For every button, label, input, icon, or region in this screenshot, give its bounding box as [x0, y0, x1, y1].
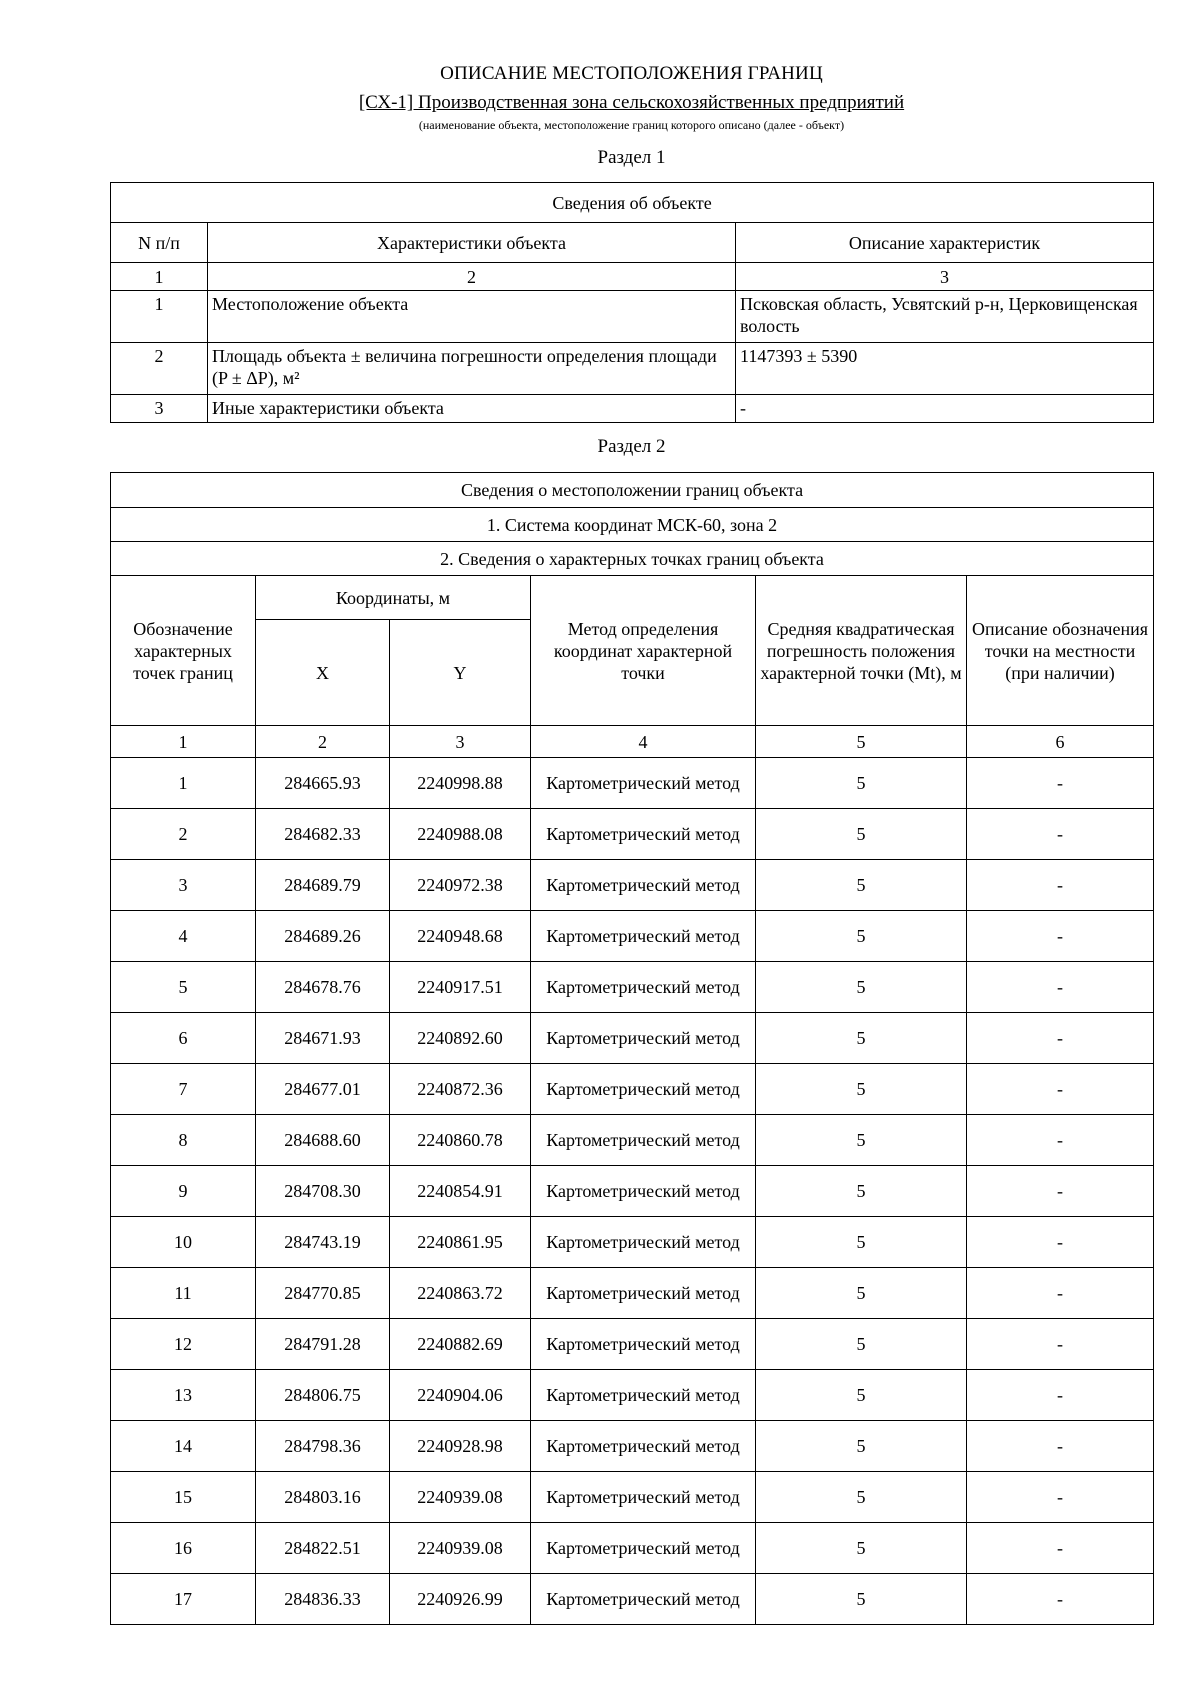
coordinate-system: 1. Система координат МСК-60, зона 2 — [111, 508, 1154, 542]
point-method — [531, 1166, 756, 1217]
object-name-text: [СХ-1] Производственная зона сельскохозяйственных предприятий — [358, 92, 905, 113]
point-number: 13 — [111, 1370, 256, 1421]
point-method-text: Картометрический метод — [546, 874, 740, 895]
point-x: 284682.33 — [256, 809, 390, 860]
point-x: 284677.01 — [256, 1064, 390, 1115]
point-mt: 5 — [756, 758, 967, 809]
point-x: 284770.85 — [256, 1268, 390, 1319]
point-method — [531, 1574, 756, 1625]
boundary-points-table — [110, 472, 1154, 1625]
point-y: 2240861.95 — [390, 1217, 531, 1268]
col-header-error: Средняя квадратическая погрешность положения характерной точки (Mt), м — [756, 576, 967, 726]
column-number-row — [111, 726, 1154, 758]
point-description: - — [967, 1166, 1154, 1217]
point-description: - — [967, 1319, 1154, 1370]
point-description: - — [967, 1523, 1154, 1574]
point-number: 16 — [111, 1523, 256, 1574]
point-mt: 5 — [756, 1421, 967, 1472]
point-y: 2240928.98 — [390, 1421, 531, 1472]
point-x: 284743.19 — [256, 1217, 390, 1268]
table-row — [111, 395, 1154, 423]
object-info-table-title: Сведения об объекте — [111, 183, 1154, 223]
section2-title: Раздел 2 — [597, 436, 666, 457]
column-number-row — [111, 263, 1154, 291]
table-row — [111, 1523, 1154, 1574]
point-description: - — [967, 1574, 1154, 1625]
points-title-row — [111, 542, 1154, 576]
point-mt: 5 — [756, 1574, 967, 1625]
point-description: - — [967, 1013, 1154, 1064]
table-row — [111, 860, 1154, 911]
row-description: 1147393 ± 5390 — [736, 343, 1154, 395]
point-method-text: Картометрический метод — [546, 1486, 740, 1507]
point-mt: 5 — [756, 1370, 967, 1421]
table-row — [111, 1268, 1154, 1319]
point-x: 284822.51 — [256, 1523, 390, 1574]
point-mt: 5 — [756, 809, 967, 860]
point-method — [531, 1013, 756, 1064]
table-header-row — [111, 576, 1154, 620]
point-x: 284708.30 — [256, 1166, 390, 1217]
col-header-n: N п/п — [111, 223, 208, 263]
point-description: - — [967, 1064, 1154, 1115]
point-x: 284689.26 — [256, 911, 390, 962]
point-number: 8 — [111, 1115, 256, 1166]
point-method-text: Картометрический метод — [546, 1282, 740, 1303]
table-row — [111, 1421, 1154, 1472]
point-method-text: Картометрический метод — [546, 823, 740, 844]
point-method — [531, 1064, 756, 1115]
column-number: 3 — [390, 726, 531, 758]
column-number: 2 — [256, 726, 390, 758]
column-number: 1 — [111, 263, 208, 291]
point-method-text: Картометрический метод — [546, 1231, 740, 1252]
table-row — [111, 758, 1154, 809]
point-y: 2240892.60 — [390, 1013, 531, 1064]
row-characteristic: Местоположение объекта — [208, 291, 736, 343]
object-info-table — [110, 182, 1154, 423]
point-mt: 5 — [756, 1013, 967, 1064]
point-mt: 5 — [756, 1166, 967, 1217]
table-title-row — [111, 473, 1154, 508]
point-description: - — [967, 1370, 1154, 1421]
point-x: 284678.76 — [256, 962, 390, 1013]
point-y: 2240972.38 — [390, 860, 531, 911]
object-name — [110, 92, 1153, 114]
point-y: 2240998.88 — [390, 758, 531, 809]
point-y: 2240948.68 — [390, 911, 531, 962]
point-y: 2240939.08 — [390, 1523, 531, 1574]
column-number: 1 — [111, 726, 256, 758]
point-mt: 5 — [756, 1472, 967, 1523]
point-method-text: Картометрический метод — [546, 1537, 740, 1558]
col-header-y: Y — [390, 620, 531, 726]
point-y: 2240988.08 — [390, 809, 531, 860]
point-x: 284836.33 — [256, 1574, 390, 1625]
col-header-method: Метод определения координат характерной точки — [531, 576, 756, 726]
table-header-row — [111, 223, 1154, 263]
point-x: 284791.28 — [256, 1319, 390, 1370]
point-number: 7 — [111, 1064, 256, 1115]
point-method-text: Картометрический метод — [546, 772, 740, 793]
point-number: 9 — [111, 1166, 256, 1217]
point-y: 2240863.72 — [390, 1268, 531, 1319]
table-title-row — [111, 183, 1154, 223]
point-x: 284803.16 — [256, 1472, 390, 1523]
boundary-table-title: Сведения о местоположении границ объекта — [111, 473, 1154, 508]
point-y: 2240904.06 — [390, 1370, 531, 1421]
row-number: 2 — [111, 343, 208, 395]
table-row — [111, 809, 1154, 860]
point-description: - — [967, 860, 1154, 911]
point-number: 5 — [111, 962, 256, 1013]
column-number: 4 — [531, 726, 756, 758]
row-number: 3 — [111, 395, 208, 423]
points-title: 2. Сведения о характерных точках границ объекта — [111, 542, 1154, 576]
point-method-text: Картометрический метод — [546, 976, 740, 997]
point-number: 3 — [111, 860, 256, 911]
col-header-x: X — [256, 620, 390, 726]
point-y: 2240939.08 — [390, 1472, 531, 1523]
table-row — [111, 343, 1154, 395]
point-number: 11 — [111, 1268, 256, 1319]
document-title: ОПИСАНИЕ МЕСТОПОЛОЖЕНИЯ ГРАНИЦ — [440, 63, 823, 84]
point-number: 2 — [111, 809, 256, 860]
section1-title: Раздел 1 — [597, 147, 666, 168]
point-method — [531, 1115, 756, 1166]
point-y: 2240917.51 — [390, 962, 531, 1013]
point-method-text: Картометрический метод — [546, 1129, 740, 1150]
point-mt: 5 — [756, 1319, 967, 1370]
row-number: 1 — [111, 291, 208, 343]
table-row — [111, 1574, 1154, 1625]
point-method — [531, 1268, 756, 1319]
point-method — [531, 860, 756, 911]
point-method — [531, 809, 756, 860]
point-description: - — [967, 911, 1154, 962]
col-header-designation: Обозначение характерных точек границ — [111, 576, 256, 726]
point-method — [531, 1523, 756, 1574]
table-row — [111, 1319, 1154, 1370]
column-number: 6 — [967, 726, 1154, 758]
point-method-text: Картометрический метод — [546, 1180, 740, 1201]
table-row — [111, 1217, 1154, 1268]
point-method — [531, 962, 756, 1013]
point-x: 284806.75 — [256, 1370, 390, 1421]
point-number: 12 — [111, 1319, 256, 1370]
point-x: 284671.93 — [256, 1013, 390, 1064]
point-mt: 5 — [756, 1064, 967, 1115]
col-header-coordinates: Координаты, м — [256, 576, 531, 620]
column-number: 3 — [736, 263, 1154, 291]
point-number: 14 — [111, 1421, 256, 1472]
point-description: - — [967, 1217, 1154, 1268]
row-characteristic: Площадь объекта ± величина погрешности определения площади (P ± ΔP), м² — [208, 343, 736, 395]
point-x: 284665.93 — [256, 758, 390, 809]
point-method — [531, 1319, 756, 1370]
point-number: 10 — [111, 1217, 256, 1268]
point-method — [531, 1370, 756, 1421]
point-method-text: Картометрический метод — [546, 1333, 740, 1354]
point-method — [531, 1217, 756, 1268]
row-description: - — [736, 395, 1154, 423]
table-row — [111, 1472, 1154, 1523]
column-number: 2 — [208, 263, 736, 291]
point-method-text: Картометрический метод — [546, 1078, 740, 1099]
table-row — [111, 962, 1154, 1013]
point-number: 17 — [111, 1574, 256, 1625]
point-mt: 5 — [756, 1268, 967, 1319]
point-mt: 5 — [756, 1523, 967, 1574]
point-mt: 5 — [756, 860, 967, 911]
point-method — [531, 911, 756, 962]
coordinate-system-row — [111, 508, 1154, 542]
point-number: 1 — [111, 758, 256, 809]
table-row — [111, 1064, 1154, 1115]
point-y: 2240854.91 — [390, 1166, 531, 1217]
point-y: 2240872.36 — [390, 1064, 531, 1115]
point-x: 284688.60 — [256, 1115, 390, 1166]
point-description: - — [967, 962, 1154, 1013]
point-x: 284689.79 — [256, 860, 390, 911]
row-description: Псковская область, Усвятский р-н, Церковищенская волость — [736, 291, 1154, 343]
col-header-description: Описание обозначения точки на местности (при наличии) — [967, 576, 1154, 726]
point-method-text: Картометрический метод — [546, 1435, 740, 1456]
table-row — [111, 1370, 1154, 1421]
point-mt: 5 — [756, 1115, 967, 1166]
point-description: - — [967, 758, 1154, 809]
point-method-text: Картометрический метод — [546, 1027, 740, 1048]
point-description: - — [967, 809, 1154, 860]
point-y: 2240926.99 — [390, 1574, 531, 1625]
point-description: - — [967, 1472, 1154, 1523]
point-x: 284798.36 — [256, 1421, 390, 1472]
point-description: - — [967, 1268, 1154, 1319]
point-mt: 5 — [756, 962, 967, 1013]
point-number: 6 — [111, 1013, 256, 1064]
table-row — [111, 911, 1154, 962]
point-method-text: Картометрический метод — [546, 925, 740, 946]
point-method — [531, 1421, 756, 1472]
table-row — [111, 291, 1154, 343]
col-header-description: Описание характеристик — [736, 223, 1154, 263]
point-number: 15 — [111, 1472, 256, 1523]
point-method-text: Картометрический метод — [546, 1384, 740, 1405]
table-row — [111, 1013, 1154, 1064]
table-row — [111, 1115, 1154, 1166]
points-table-body — [111, 758, 1154, 1625]
point-mt: 5 — [756, 911, 967, 962]
point-method — [531, 1472, 756, 1523]
object-caption: (наименование объекта, местоположение границ которого описано (далее - объект) — [418, 118, 845, 132]
point-method — [531, 758, 756, 809]
col-header-characteristic: Характеристики объекта — [208, 223, 736, 263]
point-mt: 5 — [756, 1217, 967, 1268]
point-y: 2240882.69 — [390, 1319, 531, 1370]
point-description: - — [967, 1421, 1154, 1472]
point-method-text: Картометрический метод — [546, 1588, 740, 1609]
column-number: 5 — [756, 726, 967, 758]
point-description: - — [967, 1115, 1154, 1166]
point-number: 4 — [111, 911, 256, 962]
table-row — [111, 1166, 1154, 1217]
row-characteristic: Иные характеристики объекта — [208, 395, 736, 423]
point-y: 2240860.78 — [390, 1115, 531, 1166]
